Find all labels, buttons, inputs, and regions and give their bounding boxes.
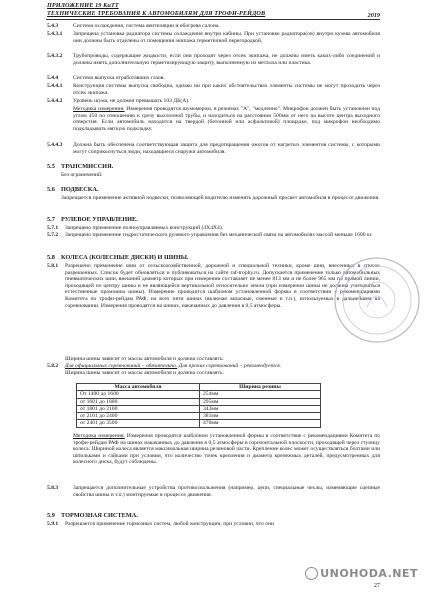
item-5-8-3: 5.8.3 Запрещается дополнительные устройства противоскольжения (например, цепи, специальные чехлы, изменяющие сцепные свойства шины и т.п.) монтируемые в процессе движения. [47, 485, 380, 498]
item-5-7-2: 5.7.2 Запрещено применение гидростатического рулевого управления без механической связи на автомобилях массой меньше 1600 кг. [47, 232, 373, 238]
table-row: от 2401 до 3500 470мм [77, 420, 321, 427]
item-5-4-4: 5.4.4 Система выпуска отработавших газов. [47, 75, 165, 81]
measurement-method: Методика измерения: Измерения проводятся шумомером, в режимах "A", "медленно". Микрофон должен быть установлен под углом 450 по отношению к срезу выхлопной трубы, и находиться на расстоянии 500мм от него на высоте центра выходного отверстия. Если автомобиль находится на твердой (бетонной или асфальтовой) площадке, под микрофон необходимо подкладывать мягкую подкладку. [73, 106, 380, 132]
watermark-logo-icon [305, 567, 318, 580]
section-5-6-title: 5.6 ПОДВЕСКА. [47, 186, 99, 193]
section-5-5-title: 5.5 ТРАНСМИССИЯ. [47, 163, 114, 170]
section-5-6-body: Запрещается применение активной подвески, позволяющей водителю изменять дорожный просвет автомобиля в процессе движения. [61, 195, 380, 201]
item-5-7-1: 5.7.1 Запрещено применение полноуправляемых конструкций (4Х4Х4). [47, 225, 224, 231]
table-row: от 1801 до 2100 343мм [77, 405, 321, 412]
item-5-9-1: 5.9.1 Разрешается применение тормозных систем, любой конструкции, при условии, что они [47, 521, 274, 527]
table-header-row [77, 384, 321, 391]
header-title: ТЕХНИЧЕСКИЕ ТРЕБОВАНИЯ К АВТОМОБИЛЯМ ДЛЯ ТРОФИ-РЕЙДОВ [47, 10, 266, 17]
tire-width-intro-2: Ширина шины зависит от массы автомобиля и должна составлять: [65, 370, 224, 376]
stamp-seal [332, 255, 422, 345]
item-5-4-4-2: 5.4.4.2 Уровень шума, не должен превышать 103 ДБ(А). [47, 98, 190, 104]
table-row: от 2101 до 2400 381мм [77, 413, 321, 420]
tire-width-table [76, 383, 321, 428]
item-5-4-4-1: 5.4.4.1 Конструкция системы выпуска свободна, однако ни при каких обстоятельствах элементы системы не могут проходить через отсек экипажа. [47, 83, 380, 96]
item-5-4-3: 5.4.3 Система охлаждения, система вентиляции и обогрева салона. [47, 23, 220, 29]
item-5-8-1: 5.8.1 Разрешено применение шин от сельскохозяйственной, дорожной и специальной техники, кроме шин, внесенных в список разрешенных. Список будет обновляться и публиковаться на сайте raf-trophy.ru. Допускается применение только автомобильных пневматических шин, внешний диаметр которых при измерении составляет не менее 813 мм и не более 965 мм по прямой линии, проходящей по центру шины и не являющейся вертикальной относительно земли (при измерении шины не должны учитываться естественные промоины шины). Измерение проводится шаблоном установленной формы в соответствии с рекомендациями Комитета по трофи-рейдам РАФ, на всех пяти шинах (включая запасные, сменные и т.п.), используемых в дальнейшем на соревновании. Измерения проводятся на шинах, накачанных до давления в 0,5 атмосферы. [47, 263, 380, 309]
col-header-mass: Масса автомобиля [77, 384, 200, 391]
section-5-5-body: Без ограничений. [61, 172, 103, 178]
section-5-8-title: 5.8 КОЛЕСА (КОЛЕСНЫЕ ДИСКИ) И ШИНЫ. [47, 254, 189, 261]
watermark: UNOHODA.NET [305, 567, 418, 581]
item-5-4-3-1: 5.4.3.1 Запрещена установка радиатора системы охлаждения внутри кабины. При установке радиатора(ов) внутри кузова автомобиля они должны быть отделены от помещения экипажа герметичной перегородкой. [47, 31, 380, 44]
width-measurement-method: Методика измерения: Измерения проводятся шаблоном установленной формы в соответствие с рекомендациями Комитета по трофи-рейдам РАФ на шинах накачанных до давления в 0,5 атмосферы в горизонтальной плоскости, проходящей через ступицу колеса. Шириной колеса является максимальная ширина резиновой части. Крепление колес может осуществляться болтами или шпильками и гайками при условии, что количество точек крепления и диаметр крепежных деталей, предусмотренных для колесного диска, будут соблюдены. [73, 433, 380, 466]
section-5-7-title: 5.7 РУЛЕВОЕ УПРАВЛЕНИЕ. [47, 216, 138, 223]
table-row: От 1400 до 1600 254мм [77, 391, 321, 398]
item-5-4-3-2: 5.4.3.2 Трубопроводы, содержащие жидкости, если они проходят через отсек экипажа, не должны иметь каких-либо соединений и должны иметь дополнительную герметизирующую защиту, выполненную из металла или пластика. [47, 53, 380, 66]
item-5-4-4-3: 5.4.4.3 Должна быть обеспечена соответствующая защита для предотвращения ожогов от нагретых элементов системы, с которыми могут соприкоснуться люди, находящиеся снаружи автомобиля. [47, 142, 380, 155]
item-5-8-2: 5.8.2 Для официальных соревнований – обязательно. Для прочих соревнований – рекомендуется. [47, 363, 282, 369]
header-rule [46, 19, 380, 20]
header-appendix: ПРИЛОЖЕНИЕ 19 КиТТ [47, 2, 119, 9]
header-year: 2019 [367, 12, 380, 19]
section-5-9-title: 5.9 ТОРМОЗНАЯ СИСТЕМА. [47, 512, 138, 519]
col-header-width: Ширина резины [200, 384, 321, 391]
table-row: от 1601 до 1800 295мм [77, 398, 321, 405]
tire-width-intro-1: Ширина шины зависит от массы автомобиля и должна составлять: [65, 356, 224, 362]
page-number: 27 [373, 582, 380, 589]
